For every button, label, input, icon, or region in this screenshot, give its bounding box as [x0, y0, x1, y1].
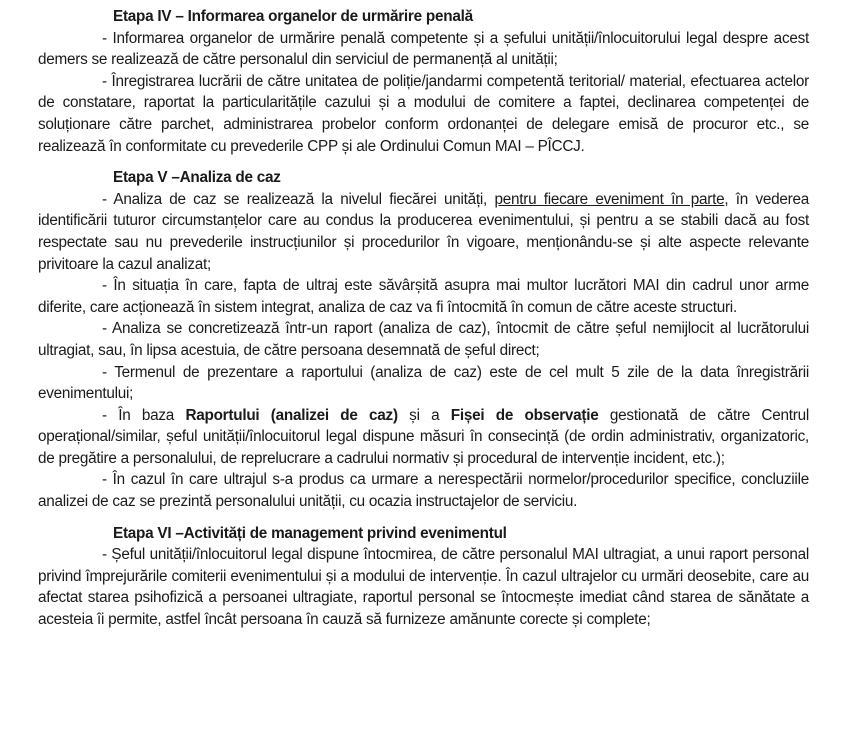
paragraph — [38, 405, 809, 470]
paragraph-text: - Analiza se concretizează într-un raport (analiza de caz), întocmit de către șeful nemijlocit al lucrătorului ultragiat, sau, în lipsa acestuia, de către persoana desemnată de șeful direct; — [38, 320, 809, 359]
bold-phrase: Raportului (analizei de caz) — [185, 406, 398, 424]
paragraph-text: - În cazul în care ultrajul s-a produs ca urmare a nerespectării normelor/procedurilor specifice, concluziile analizei de caz se prezintă personalului unității, cu ocazia instructajelor de serviciu. — [38, 471, 809, 511]
section-etapa-iv — [38, 6, 809, 157]
paragraph — [38, 71, 809, 157]
paragraph — [38, 318, 809, 361]
paragraph — [38, 275, 809, 318]
paragraph — [38, 189, 809, 275]
paragraph — [38, 469, 809, 512]
underlined-phrase: pentru fiecare eveniment în parte — [494, 190, 725, 208]
paragraph-text: - Termenul de prezentare a raportului (analiza de caz) este de cel mult 5 zile de la data înregistrării evenimentului; — [38, 363, 809, 403]
section-heading: Etapa V –Analiza de caz — [113, 169, 281, 187]
section-heading: Etapa VI –Activități de management privind evenimentul — [113, 524, 507, 542]
section-heading: Etapa IV – Informarea organelor de urmărire penală — [113, 8, 473, 25]
paragraph-text: - Înregistrarea lucrării de către unitatea de poliție/jandarmi competentă teritorial/ material, efectuarea actelor de constatare, raportat la particularitățile cazului și a modului de comitere a faptei, declinarea competenței de soluționare către parchet, administrarea probelor conform ordonanței de delegare emisă de procuror etc., se realizează în conformitate cu prevederile CPP și ale Ordinului Comun MAI – PÎCCJ. — [38, 72, 809, 155]
paragraph-text: - Șeful unității/înlocuitorul legal dispune întocmirea, de către personalul MAI ultragiat, a unui raport personal privind împrejurările comiterii evenimentului și a modului de intervenție. În cazul ultrajelor cu urmări deosebite, care au afectat starea psihofizică a persoanei ultragiate, raportul personal se întocmește imediat când starea de sănătate a acesteia îi permite, astfel încât persoana în cauză să furnizeze amănunte corecte și complete; — [38, 546, 809, 629]
paragraph-text: - Informarea organelor de urmărire penală competente și a șefului unității/înlocuitorului legal despre acest demers se realizează de către personalul din serviciul de permanență al unității; — [38, 29, 809, 69]
paragraph — [38, 544, 809, 630]
section-etapa-vi — [38, 523, 809, 631]
paragraph-text: și a — [397, 406, 451, 424]
paragraph — [38, 362, 809, 405]
paragraph-text: gestionată de către Centrul operațional/similar, șeful unității/înlocuitorul legal dispune măsuri în consecință (de ordin administrativ, organizatoric, de pregătire a personalului, de reprelucrare a cadrului normativ și procedural de intervenție incident, etc.); — [38, 406, 809, 467]
paragraph-text: - În baza — [102, 406, 186, 424]
paragraph-text: , în vederea identificării tuturor circumstanțelor care au condus la producerea evenimentului, și pentru a se stabili dacă au fost respectate sau nu prevederile instrucțiunilor și procedurilor în vigoare, menționându-se și alte aspecte relevante privitoare la cazul analizat; — [38, 190, 809, 273]
bold-phrase: Fișei de observație — [450, 406, 599, 424]
paragraph — [38, 28, 809, 71]
paragraph-text: - În situația în care, fapta de ultraj este săvârșită asupra mai multor lucrători MAI din cadrul unor arme diferite, care acționează în sistem integrat, analiza de caz va fi întocmită în comun de către aceste structuri. — [38, 277, 809, 316]
paragraph-text: - Analiza de caz se realizează la nivelul fiecărei unități, — [102, 190, 495, 208]
section-etapa-v — [38, 167, 809, 513]
